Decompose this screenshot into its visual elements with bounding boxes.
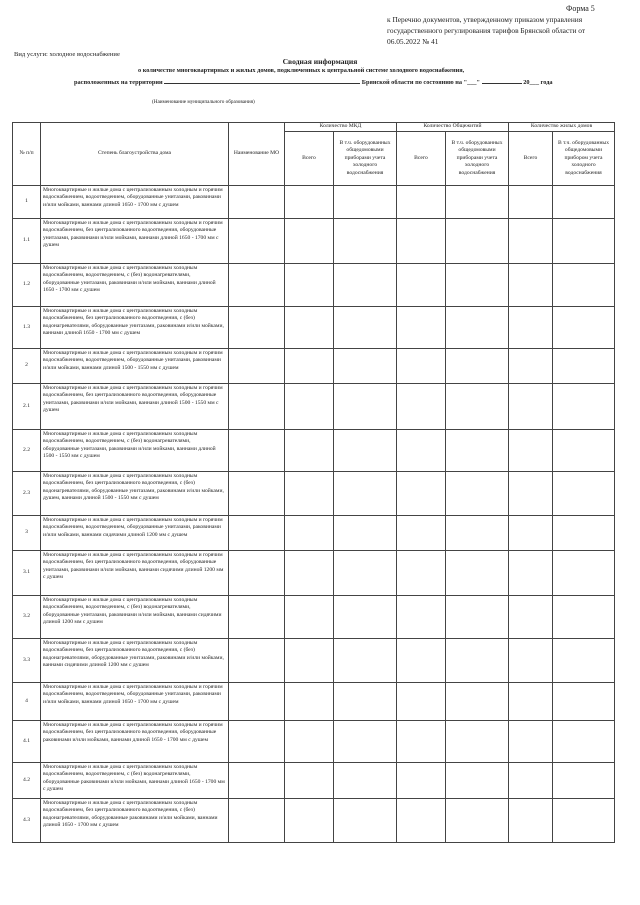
empty-cell[interactable] xyxy=(509,721,553,763)
empty-cell[interactable] xyxy=(229,721,285,763)
empty-cell[interactable] xyxy=(229,384,285,430)
empty-cell[interactable] xyxy=(334,219,397,264)
empty-cell[interactable] xyxy=(397,219,446,264)
empty-cell[interactable] xyxy=(446,384,509,430)
empty-cell[interactable] xyxy=(334,763,397,799)
empty-cell[interactable] xyxy=(285,384,334,430)
empty-cell[interactable] xyxy=(229,763,285,799)
row-number: 1.3 xyxy=(13,307,41,349)
row-description: Многоквартирные и жилые дома с централизованным холодным водоснабжением, без централизованного водоотведения, с (без) водонагревателями, оборудованные унитазами, раковинами и/или мойками, ваннами сидячими длиной 1200 мм с душем xyxy=(41,639,229,683)
row-number: 3.2 xyxy=(13,596,41,639)
row-description: Многоквартирные и жилые дома с централизованным холодным водоснабжением, без централизованного водоотведения, с (без) водонагревателями, оборудованные унитазами, раковинами и/или мойками, ваннами длиной 1650 - 1700 мм с душем xyxy=(41,307,229,349)
empty-cell[interactable] xyxy=(397,683,446,721)
empty-cell[interactable] xyxy=(229,186,285,219)
row-number: 1.2 xyxy=(13,264,41,307)
empty-cell[interactable] xyxy=(509,551,553,596)
table-row xyxy=(13,516,615,551)
row-description: Многоквартирные и жилые дома с централизованным холодным и горячим водоснабжением, водоотведением, оборудованные унитазами, раковинами и/или мойками, ваннами длиной 1500 - 1550 мм с душем xyxy=(41,349,229,384)
row-number: 2.1 xyxy=(13,384,41,430)
empty-cell[interactable] xyxy=(229,683,285,721)
row-number: 3.1 xyxy=(13,551,41,596)
empty-cell[interactable] xyxy=(397,186,446,219)
empty-cell[interactable] xyxy=(446,264,509,307)
row-description: Многоквартирные и жилые дома с централизованным холодным и горячим водоснабжением, без централизованного водоотведения, оборудованные раковинами и/или мойками, ваннами длиной 1650 - 1700 мм с душем xyxy=(41,721,229,763)
empty-cell[interactable] xyxy=(553,430,615,472)
empty-cell[interactable] xyxy=(285,219,334,264)
empty-cell[interactable] xyxy=(285,551,334,596)
empty-cell[interactable] xyxy=(553,551,615,596)
sub-header-metered: В т.ч. оборудованных общедомовыми прибором учета холодного водоснабжения xyxy=(553,132,615,186)
empty-cell[interactable] xyxy=(553,264,615,307)
table-row xyxy=(13,472,615,516)
table-row xyxy=(13,799,615,843)
empty-cell[interactable] xyxy=(509,264,553,307)
table-row xyxy=(13,349,615,384)
empty-cell[interactable] xyxy=(334,186,397,219)
empty-cell[interactable] xyxy=(397,264,446,307)
empty-cell[interactable] xyxy=(334,639,397,683)
empty-cell[interactable] xyxy=(553,639,615,683)
row-description: Многоквартирные и жилые дома с централизованным холодным водоснабжением, без централизованного водоотведения, с (без) водонагревателями, оборудованные унитазами, раковинами и/или мойками, душем, ваннами длиной 1500 - 1550 мм с душем xyxy=(41,472,229,516)
empty-cell[interactable] xyxy=(229,472,285,516)
empty-cell[interactable] xyxy=(285,472,334,516)
empty-cell[interactable] xyxy=(553,799,615,843)
row-description: Многоквартирные и жилые дома с централизованным холодным водоснабжением, без централизованного водоотведения, с (без) водонагревателями, оборудованные раковинами и/или мойками, ваннами длиной 1650 - 1700 мм с душем xyxy=(41,799,229,843)
empty-cell[interactable] xyxy=(397,516,446,551)
row-number: 3 xyxy=(13,516,41,551)
sub-header-total: Всего xyxy=(509,132,553,186)
region-text: Брянской области по состоянию на "___" xyxy=(361,79,481,86)
empty-cell[interactable] xyxy=(446,551,509,596)
page-subtitle: о количестве многоквартирных и жилых домов, подключенных к центральной системе холодного водоснабжения, xyxy=(138,67,465,74)
row-number: 4.2 xyxy=(13,763,41,799)
empty-cell[interactable] xyxy=(334,430,397,472)
empty-cell[interactable] xyxy=(509,683,553,721)
empty-cell[interactable] xyxy=(334,349,397,384)
row-number: 2.3 xyxy=(13,472,41,516)
row-description: Многоквартирные и жилые дома с централизованным холодным водоснабжением, водоотведением, с (без) водонагревателями, оборудованные раковинами и/или мойками, ваннами длиной 1650 - 1700 мм с душем xyxy=(41,763,229,799)
year-suffix: 20___ года xyxy=(523,79,553,86)
empty-cell[interactable] xyxy=(285,596,334,639)
empty-cell[interactable] xyxy=(553,683,615,721)
municipality-label: (Наименование муниципального образования) xyxy=(152,99,255,105)
empty-cell[interactable] xyxy=(446,799,509,843)
summary-table xyxy=(12,122,615,843)
empty-cell[interactable] xyxy=(397,596,446,639)
empty-cell[interactable] xyxy=(397,551,446,596)
empty-cell[interactable] xyxy=(553,219,615,264)
empty-cell[interactable] xyxy=(334,516,397,551)
table-row xyxy=(13,307,615,349)
empty-cell[interactable] xyxy=(446,186,509,219)
date-blank[interactable] xyxy=(482,77,522,84)
empty-cell[interactable] xyxy=(397,763,446,799)
territory-prefix: расположенных на территории xyxy=(74,79,163,86)
row-description: Многоквартирные и жилые дома с централизованным холодным и горячим водоснабжением, без централизованного водоотведения, оборудованные унитазами, раковинами и/или мойками, ваннами длиной 1500 - 1550 мм с душем xyxy=(41,384,229,430)
empty-cell[interactable] xyxy=(397,430,446,472)
empty-cell[interactable] xyxy=(553,472,615,516)
empty-cell[interactable] xyxy=(446,307,509,349)
table-row xyxy=(13,721,615,763)
empty-cell[interactable] xyxy=(229,349,285,384)
empty-cell[interactable] xyxy=(509,219,553,264)
empty-cell[interactable] xyxy=(285,516,334,551)
sub-header-metered: В т.ч. оборудованных общедомовыми приборами учета холодного водоснабжения xyxy=(334,132,397,186)
row-number: 3.3 xyxy=(13,639,41,683)
empty-cell[interactable] xyxy=(509,596,553,639)
empty-cell[interactable] xyxy=(229,430,285,472)
empty-cell[interactable] xyxy=(229,264,285,307)
empty-cell[interactable] xyxy=(397,472,446,516)
group-header-mkd: Количество МКД xyxy=(285,123,397,132)
row-number: 4.3 xyxy=(13,799,41,843)
col-degree-header: Степень благоустройства дома xyxy=(41,123,229,186)
empty-cell[interactable] xyxy=(229,307,285,349)
empty-cell[interactable] xyxy=(446,683,509,721)
group-header-dorms: Количество Общежитий xyxy=(397,123,509,132)
empty-cell[interactable] xyxy=(446,763,509,799)
row-number: 4 xyxy=(13,683,41,721)
empty-cell[interactable] xyxy=(509,384,553,430)
row-number: 2 xyxy=(13,349,41,384)
sub-header-metered: В т.ч. оборудованных общедомовыми приборами учета холодного водоснабжения xyxy=(446,132,509,186)
empty-cell[interactable] xyxy=(334,472,397,516)
row-description: Многоквартирные и жилые дома с централизованным холодным водоснабжением, водоотведением, с (без) водонагревателями, оборудованные унитазами, раковинами и/или мойками, ваннами длиной 1650 - 1700 мм с душем xyxy=(41,264,229,307)
empty-cell[interactable] xyxy=(509,639,553,683)
empty-cell[interactable] xyxy=(285,683,334,721)
empty-cell[interactable] xyxy=(446,219,509,264)
table-row xyxy=(13,384,615,430)
row-description: Многоквартирные и жилые дома с централизованным холодным и горячим водоснабжением, водоотведением, оборудованные унитазами, раковинами и/или мойками, ваннами длиной 1650 - 1700 мм с душем xyxy=(41,186,229,219)
empty-cell[interactable] xyxy=(509,430,553,472)
empty-cell[interactable] xyxy=(334,683,397,721)
col-mo-header: Наименование МО xyxy=(229,123,285,186)
territory-line xyxy=(74,77,553,86)
table-row xyxy=(13,264,615,307)
empty-cell[interactable] xyxy=(397,384,446,430)
empty-cell[interactable] xyxy=(446,596,509,639)
empty-cell[interactable] xyxy=(334,264,397,307)
empty-cell[interactable] xyxy=(229,516,285,551)
empty-cell[interactable] xyxy=(509,349,553,384)
empty-cell[interactable] xyxy=(285,349,334,384)
empty-cell[interactable] xyxy=(509,763,553,799)
empty-cell[interactable] xyxy=(553,596,615,639)
municipality-blank[interactable] xyxy=(164,77,360,84)
empty-cell[interactable] xyxy=(446,516,509,551)
row-description: Многоквартирные и жилые дома с централизованным холодным и горячим водоснабжением, без централизованного водоотведения, оборудованные унитазами, раковинами и/или мойками, ваннами длиной 1650 - 1700 мм с душем xyxy=(41,219,229,264)
empty-cell[interactable] xyxy=(285,763,334,799)
empty-cell[interactable] xyxy=(446,349,509,384)
empty-cell[interactable] xyxy=(446,721,509,763)
empty-cell[interactable] xyxy=(509,472,553,516)
empty-cell[interactable] xyxy=(397,721,446,763)
empty-cell[interactable] xyxy=(553,307,615,349)
empty-cell[interactable] xyxy=(285,430,334,472)
empty-cell[interactable] xyxy=(397,639,446,683)
empty-cell[interactable] xyxy=(229,596,285,639)
empty-cell[interactable] xyxy=(229,799,285,843)
empty-cell[interactable] xyxy=(285,186,334,219)
empty-cell[interactable] xyxy=(285,307,334,349)
row-description: Многоквартирные и жилые дома с централизованным холодным водоснабжением, водоотведением, с (без) водонагревателями, оборудованные унитазами, раковинами и/или мойками, ваннами длиной 1500 - 1550 мм с душем xyxy=(41,430,229,472)
empty-cell[interactable] xyxy=(397,349,446,384)
table-row xyxy=(13,596,615,639)
empty-cell[interactable] xyxy=(285,264,334,307)
row-description: Многоквартирные и жилые дома с централизованным холодным и горячим водоснабжением, водоотведением, оборудованные унитазами, раковинами и/или мойками, ваннами длиной 1650 - 1700 мм с душем xyxy=(41,683,229,721)
table-row xyxy=(13,430,615,472)
row-number: 2.2 xyxy=(13,430,41,472)
empty-cell[interactable] xyxy=(229,551,285,596)
empty-cell[interactable] xyxy=(397,307,446,349)
empty-cell[interactable] xyxy=(509,307,553,349)
empty-cell[interactable] xyxy=(285,721,334,763)
empty-cell[interactable] xyxy=(334,596,397,639)
service-label: Вид услуги: холодное водоснабжение xyxy=(14,51,120,58)
empty-cell[interactable] xyxy=(334,384,397,430)
empty-cell[interactable] xyxy=(334,551,397,596)
empty-cell[interactable] xyxy=(446,430,509,472)
row-number: 1.1 xyxy=(13,219,41,264)
empty-cell[interactable] xyxy=(334,307,397,349)
empty-cell[interactable] xyxy=(446,639,509,683)
page-title: Сводная информация xyxy=(282,57,358,66)
table-row xyxy=(13,763,615,799)
empty-cell[interactable] xyxy=(553,763,615,799)
empty-cell[interactable] xyxy=(553,384,615,430)
empty-cell[interactable] xyxy=(229,639,285,683)
empty-cell[interactable] xyxy=(229,219,285,264)
col-number-header: № п/п xyxy=(13,123,41,186)
empty-cell[interactable] xyxy=(553,186,615,219)
empty-cell[interactable] xyxy=(285,639,334,683)
approval-text: к Перечню документов, утвержденному приказом управления государственного регулирования тарифов Брянской области от 06.05.2022 № 41 xyxy=(387,15,586,46)
sub-header-total: Всего xyxy=(285,132,334,186)
table-row xyxy=(13,683,615,721)
row-number: 1 xyxy=(13,186,41,219)
empty-cell[interactable] xyxy=(397,799,446,843)
empty-cell[interactable] xyxy=(553,349,615,384)
empty-cell[interactable] xyxy=(285,799,334,843)
empty-cell[interactable] xyxy=(553,721,615,763)
row-number: 4.1 xyxy=(13,721,41,763)
empty-cell[interactable] xyxy=(509,186,553,219)
empty-cell[interactable] xyxy=(334,799,397,843)
form-number: Форма 5 xyxy=(566,4,595,13)
group-header-houses: Количество жилых домов xyxy=(509,123,615,132)
empty-cell[interactable] xyxy=(509,516,553,551)
empty-cell[interactable] xyxy=(509,799,553,843)
row-description: Многоквартирные и жилые дома с централизованным холодным и горячим водоснабжением, без централизованного водоотведения, оборудованные унитазами, раковинами и/или мойками, ваннами сидячими длиной 1200 мм с душем xyxy=(41,551,229,596)
empty-cell[interactable] xyxy=(334,721,397,763)
sub-header-total: Всего xyxy=(397,132,446,186)
table-row xyxy=(13,186,615,219)
table-row xyxy=(13,639,615,683)
table-row xyxy=(13,551,615,596)
row-description: Многоквартирные и жилые дома с централизованным холодным и горячим водоснабжением, водоотведением, оборудованные унитазами, раковинами и/или мойками, ваннами сидячими длиной 1200 мм с душем xyxy=(41,516,229,551)
empty-cell[interactable] xyxy=(553,516,615,551)
table-row xyxy=(13,219,615,264)
row-description: Многоквартирные и жилые дома с централизованным холодным водоснабжением, водоотведением, с (без) водонагревателями, оборудованные унитазами, раковинами и/или мойками, ваннами сидячими длиной 1200 мм с душем xyxy=(41,596,229,639)
empty-cell[interactable] xyxy=(446,472,509,516)
